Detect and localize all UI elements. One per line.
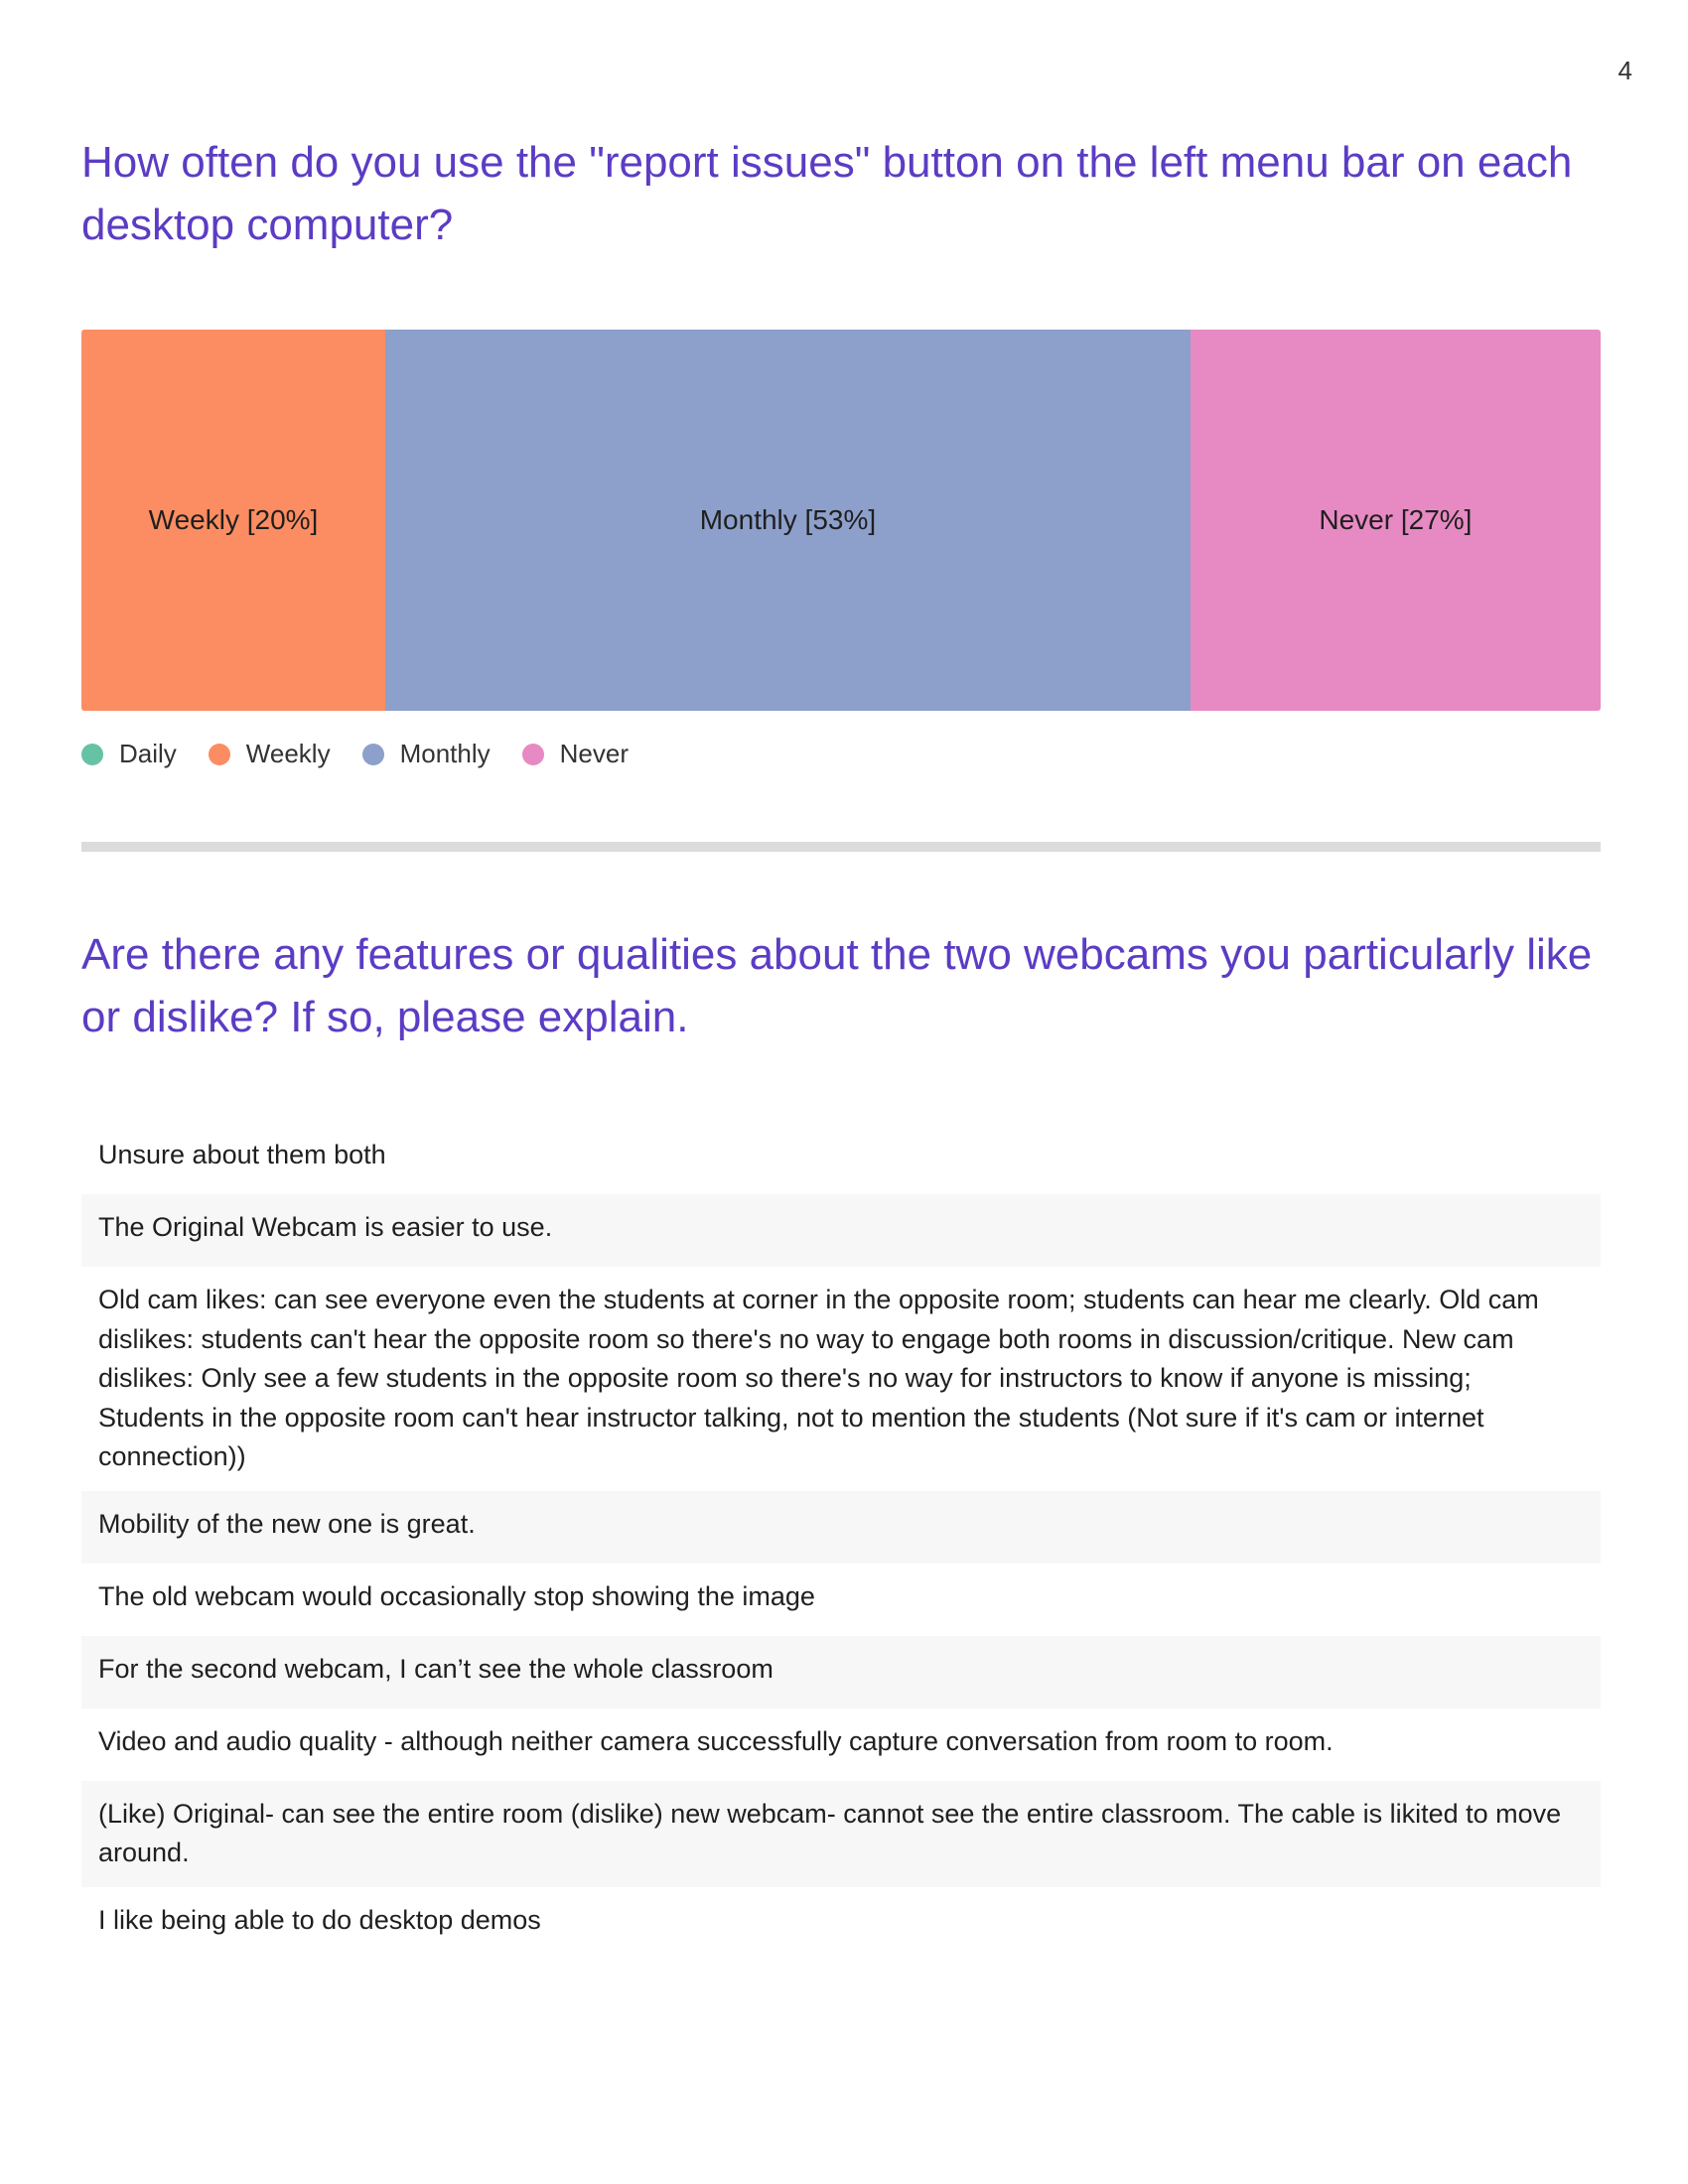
- response-row: For the second webcam, I can’t see the whole classroom: [81, 1636, 1601, 1708]
- question-title-report-issues: How often do you use the "report issues" button on the left menu bar on each desktop computer?: [81, 138, 1573, 249]
- legend-swatch-icon: [522, 744, 544, 765]
- legend-swatch-icon: [362, 744, 384, 765]
- response-row: The old webcam would occasionally stop showing the image: [98, 1580, 815, 1611]
- legend-swatch-icon: [209, 744, 230, 765]
- bar-segment-monthly: Monthly [53%]: [385, 330, 1191, 711]
- response-row: (Like) Original- can see the entire room (dislike) new webcam- cannot see the entire classroom. The cable is likited to move around.: [81, 1781, 1601, 1887]
- chart-legend: [81, 739, 660, 769]
- section-divider: [81, 842, 1601, 852]
- response-row: I like being able to do desktop demos: [98, 1904, 541, 1935]
- legend-item-monthly: [362, 739, 491, 769]
- legend-label: Daily: [119, 739, 177, 768]
- legend-item-never: [522, 739, 629, 769]
- response-row: The Original Webcam is easier to use.: [81, 1194, 1601, 1267]
- legend-item-daily: [81, 739, 177, 769]
- response-row: Unsure about them both: [98, 1140, 386, 1169]
- response-list: [81, 1122, 1601, 1960]
- question-title-webcams: Are there any features or qualities about the two webcams you particularly like or dislike? If so, please explain.: [81, 930, 1593, 1041]
- bar-segment-weekly: Weekly [20%]: [81, 330, 385, 711]
- legend-item-weekly: [209, 739, 331, 769]
- bar-segment-never: Never [27%]: [1191, 330, 1601, 711]
- stacked-bar-chart: [81, 330, 1601, 711]
- response-row: Video and audio quality - although neither camera successfully capture conversation from room to room.: [98, 1725, 1334, 1756]
- response-row: Mobility of the new one is great.: [81, 1491, 1601, 1564]
- legend-label: Never: [559, 739, 629, 768]
- page-number: 4: [1618, 56, 1632, 85]
- response-row: Old cam likes: can see everyone even the students at corner in the opposite room; students can hear me clearly. Old cam dislikes: students can't hear the opposite room so there's no way to engage both rooms in discussion/critique. New cam dislikes: Only see a few students in the opposite room so there's no way for instructors to know if anyone is missing; Students in the opposite room can't hear instructor talking, not to mention the students (Not sure if it's cam or internet connection)): [98, 1285, 1539, 1471]
- legend-label: Weekly: [245, 739, 331, 768]
- legend-label: Monthly: [399, 739, 491, 768]
- legend-swatch-icon: [81, 744, 103, 765]
